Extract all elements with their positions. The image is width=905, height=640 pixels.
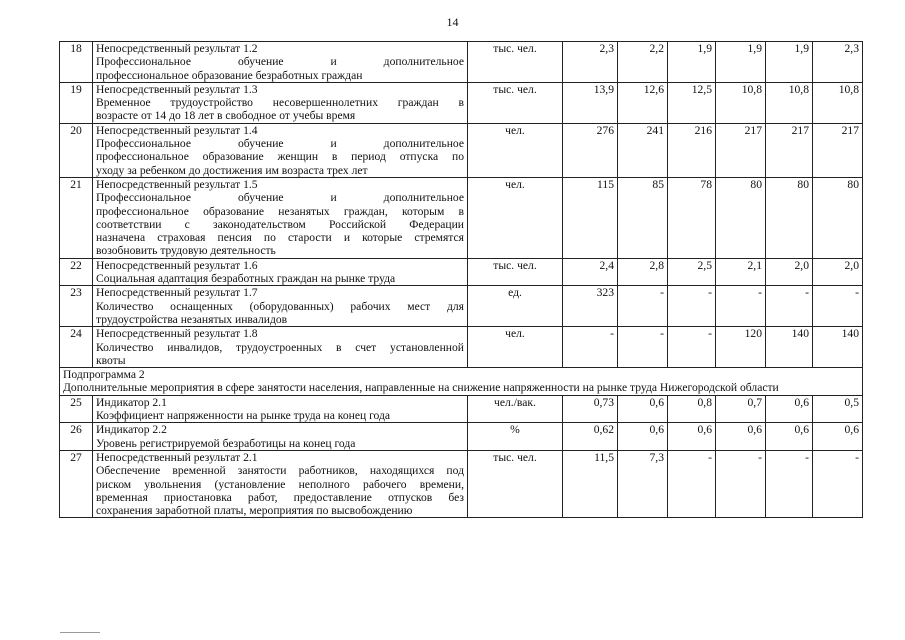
row-number: 24: [60, 327, 93, 368]
row-description: [93, 327, 468, 368]
subprogram-title: Подпрограмма 2: [63, 368, 145, 382]
row-value: 0,6: [618, 423, 668, 451]
row-value: 0,7: [716, 395, 766, 423]
row-description-line: профессиональное образование безработных граждан: [96, 68, 363, 82]
row-value: -: [618, 286, 668, 327]
row-value: -: [668, 286, 716, 327]
row-description-line: Уровень регистрируемой безработицы на конец года: [96, 436, 356, 450]
subprogram-row: [60, 368, 863, 396]
row-title: Непосредственный результат 1.8: [96, 327, 258, 341]
row-number: 18: [60, 42, 93, 83]
row-value: 1,9: [766, 42, 813, 83]
row-value: 0,6: [716, 423, 766, 451]
row-title: Непосредственный результат 1.5: [96, 177, 258, 191]
table-row: [60, 123, 863, 177]
row-value: 241: [618, 123, 668, 177]
row-value: 80: [813, 177, 863, 258]
row-value: 216: [668, 123, 716, 177]
row-description-line: сохранения заработной платы, мероприятия по высвобождению: [96, 504, 413, 518]
table-row: [60, 423, 863, 451]
row-unit: чел.: [468, 123, 563, 177]
row-description-line: риском увольнения (установление неполного рабочего времени,: [96, 477, 464, 491]
row-value: 0,5: [813, 395, 863, 423]
table-row: [60, 82, 863, 123]
row-value: 2,3: [563, 42, 618, 83]
row-value: 0,6: [618, 395, 668, 423]
row-value: -: [813, 450, 863, 517]
row-value: 120: [716, 327, 766, 368]
table-row: [60, 177, 863, 258]
row-description-line: Количество оснащенных (оборудованных) рабочих мест для: [96, 299, 464, 313]
row-description-line: квоты: [96, 353, 126, 367]
row-value: 217: [813, 123, 863, 177]
row-value: 10,8: [716, 82, 766, 123]
row-value: 11,5: [563, 450, 618, 517]
row-value: 2,8: [618, 258, 668, 286]
row-value: -: [716, 286, 766, 327]
page-number: 14: [446, 15, 459, 29]
row-value: -: [766, 286, 813, 327]
row-description-line: профессиональное образование незанятых граждан, которым в: [96, 204, 464, 218]
row-unit: тыс. чел.: [468, 82, 563, 123]
row-unit: тыс. чел.: [468, 450, 563, 517]
row-value: 10,8: [766, 82, 813, 123]
row-value: -: [766, 450, 813, 517]
row-value: 13,9: [563, 82, 618, 123]
row-description: [93, 395, 468, 423]
row-number: 20: [60, 123, 93, 177]
row-value: -: [618, 327, 668, 368]
row-value: 80: [766, 177, 813, 258]
row-unit: тыс. чел.: [468, 42, 563, 83]
subprogram-text: Дополнительные мероприятия в сфере занятости населения, направленные на снижение напряженности на рынке труда Нижегородской области: [63, 381, 779, 395]
row-value: 217: [766, 123, 813, 177]
table-row: [60, 327, 863, 368]
subprogram-cell: [60, 368, 863, 396]
row-title: Непосредственный результат 2.1: [96, 450, 258, 464]
row-value: -: [716, 450, 766, 517]
row-value: 12,6: [618, 82, 668, 123]
row-value: 2,1: [716, 258, 766, 286]
row-value: 323: [563, 286, 618, 327]
row-unit: тыс. чел.: [468, 258, 563, 286]
row-description-line: Профессиональное обучение и дополнительное: [96, 55, 464, 69]
row-description: [93, 286, 468, 327]
row-description-line: трудоустройства незанятых инвалидов: [96, 312, 288, 326]
row-value: 80: [716, 177, 766, 258]
row-number: 26: [60, 423, 93, 451]
row-description: [93, 423, 468, 451]
row-unit: чел./вак.: [468, 395, 563, 423]
row-value: 0,8: [668, 395, 716, 423]
row-title: Индикатор 2.1: [96, 395, 167, 409]
row-description: [93, 82, 468, 123]
row-description-line: Коэффициент напряженности на рынке труда на конец года: [96, 409, 391, 423]
row-value: 140: [813, 327, 863, 368]
row-number: 22: [60, 258, 93, 286]
row-description-line: Профессиональное обучение и дополнительное: [96, 191, 464, 205]
table-row: [60, 450, 863, 517]
row-number: 19: [60, 82, 93, 123]
table-body-subprogram-1: [60, 42, 863, 368]
row-description: [93, 177, 468, 258]
row-number: 23: [60, 286, 93, 327]
row-value: 115: [563, 177, 618, 258]
row-value: 0,73: [563, 395, 618, 423]
row-value: 217: [716, 123, 766, 177]
row-value: 2,3: [813, 42, 863, 83]
row-title: Непосредственный результат 1.6: [96, 258, 258, 272]
row-title: Непосредственный результат 1.7: [96, 286, 258, 300]
row-description-line: соответствии с законодательством Российской Федерации: [96, 217, 464, 231]
row-value: 0,6: [668, 423, 716, 451]
row-title: Непосредственный результат 1.4: [96, 123, 258, 137]
row-value: -: [668, 327, 716, 368]
row-value: 12,5: [668, 82, 716, 123]
row-title: Непосредственный результат 1.2: [96, 42, 258, 55]
row-value: 276: [563, 123, 618, 177]
row-description-line: Социальная адаптация безработных граждан на рынке труда: [96, 272, 396, 286]
row-value: 0,6: [813, 423, 863, 451]
row-unit: чел.: [468, 327, 563, 368]
row-unit: ед.: [468, 286, 563, 327]
row-description-line: Обеспечение временной занятости работников, находящихся под: [96, 464, 464, 478]
row-description-line: Количество инвалидов, трудоустроенных в счет установленной: [96, 340, 464, 354]
table-row: [60, 286, 863, 327]
row-description: [93, 258, 468, 286]
row-value: 78: [668, 177, 716, 258]
row-value: 85: [618, 177, 668, 258]
row-number: 27: [60, 450, 93, 517]
row-description-line: Профессиональное обучение и дополнительное: [96, 137, 464, 151]
row-unit: %: [468, 423, 563, 451]
row-unit: чел.: [468, 177, 563, 258]
row-value: 10,8: [813, 82, 863, 123]
row-value: 2,4: [563, 258, 618, 286]
row-number: 25: [60, 395, 93, 423]
row-value: -: [668, 450, 716, 517]
row-value: 140: [766, 327, 813, 368]
row-title: Индикатор 2.2: [96, 423, 167, 437]
row-value: 1,9: [716, 42, 766, 83]
row-description-line: временная приостановка работ, предоставление отпусков без: [96, 490, 464, 504]
row-description-line: возобновить трудовую деятельность: [96, 244, 276, 258]
row-value: 0,62: [563, 423, 618, 451]
row-description: [93, 450, 468, 517]
row-value: 2,0: [766, 258, 813, 286]
row-description: [93, 123, 468, 177]
table-body-subprogram-2: [60, 395, 863, 518]
row-value: 7,3: [618, 450, 668, 517]
row-value: 2,0: [813, 258, 863, 286]
row-description-line: назначена страховая пенсия по старости и которые стремятся: [96, 231, 464, 245]
row-value: 2,5: [668, 258, 716, 286]
row-value: 0,6: [766, 423, 813, 451]
table-row: [60, 395, 863, 423]
footer-rule: [60, 632, 100, 633]
row-value: 0,6: [766, 395, 813, 423]
row-description-line: профессиональное образование женщин в период отпуска по: [96, 150, 464, 164]
row-value: -: [563, 327, 618, 368]
row-description-line: возрасте от 14 до 18 лет в свободное от учебы время: [96, 109, 356, 123]
row-description-line: уходу за ребенком до достижения им возраста трех лет: [96, 163, 368, 177]
row-value: 1,9: [668, 42, 716, 83]
row-value: -: [813, 286, 863, 327]
row-value: 2,2: [618, 42, 668, 83]
row-description: [93, 42, 468, 83]
row-number: 21: [60, 177, 93, 258]
table-row: [60, 258, 863, 286]
row-title: Непосредственный результат 1.3: [96, 82, 258, 96]
subprogram-header: [60, 368, 863, 396]
indicators-table: [59, 41, 863, 518]
table-row: [60, 42, 863, 83]
row-description-line: Временное трудоустройство несовершеннолетних граждан в: [96, 96, 464, 110]
